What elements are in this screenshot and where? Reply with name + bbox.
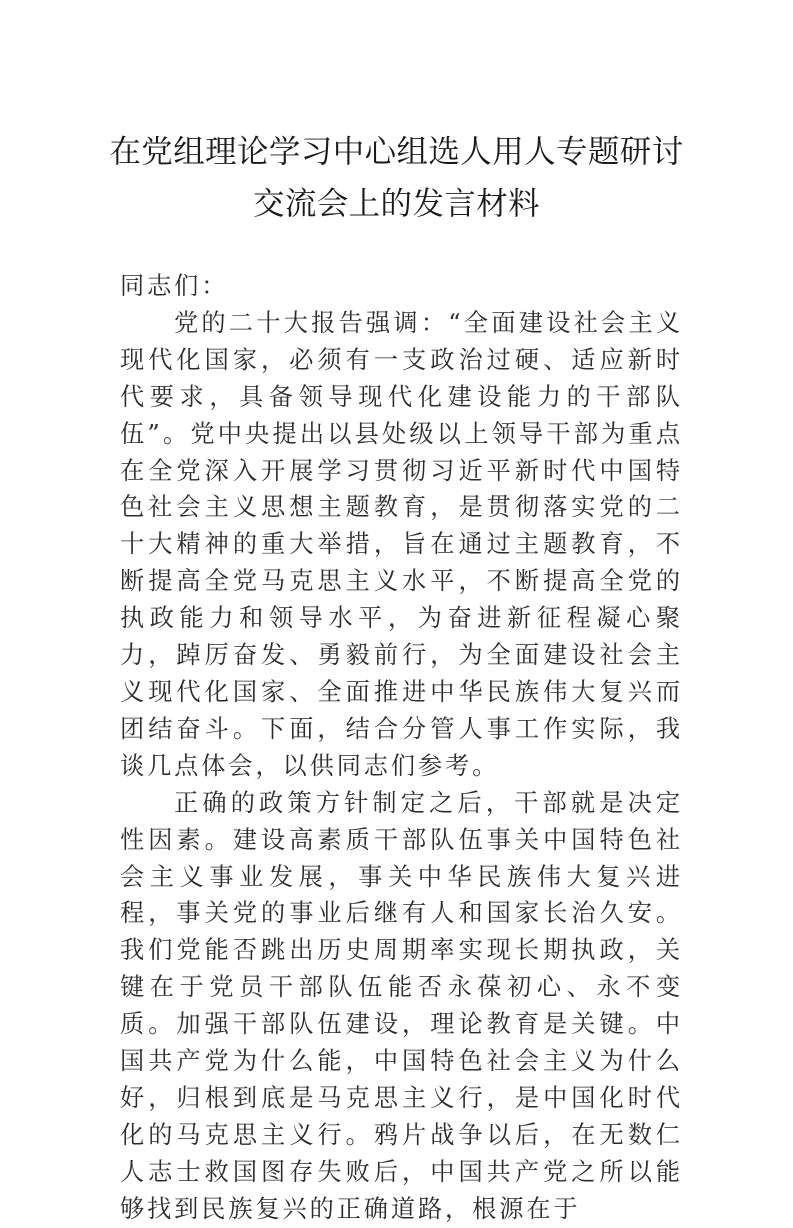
title-line-2: 交流会上的发言材料	[252, 186, 541, 222]
body-paragraph-2: 正确的政策方针制定之后，干部就是决定性因素。建设高素质干部队伍事关中国特色社会主义事业发展，事关中华民族伟大复兴进程，事关党的事业后继有人和国家长治久安。我们党能否跳出历史周期率实现长期执政，关键在于党员干部队伍能否永葆初心、永不变质。加强干部队伍建设，理论教育是关键。中国共产党为什么能，中国特色社会主义为什么好，归根到底是马克思主义行，是中国化时代化的马克思主义行。鸦片战争以后，在无数仁人志士救国图存失败后，中国共产党之所以能够找到民族复兴的正确道路，根源在于	[120, 788, 683, 1223]
document-body	[120, 268, 683, 1228]
page-title	[105, 126, 688, 230]
title-line-1: 在党组理论学习中心组选人用人专题研讨	[109, 134, 684, 170]
body-paragraph-1: 党的二十大报告强调：“全面建设社会主义现代化国家，必须有一支政治过硬、适应新时代要求，具备领导现代化建设能力的干部队伍”。党中央提出以县处级以上领导干部为重点在全党深入开展学习贯彻习近平新时代中国特色社会主义思想主题教育，是贯彻落实党的二十大精神的重大举措，旨在通过主题教育，不断提高全党马克思主义水平，不断提高全党的执政能力和领导水平，为奋进新征程凝心聚力，踔厉奋发、勇毅前行，为全面建设社会主义现代化国家、全面推进中华民族伟大复兴而团结奋斗。下面，结合分管人事工作实际，我谈几点体会，以供同志们参考。	[120, 308, 683, 780]
salutation-line: 同志们：	[120, 272, 229, 300]
